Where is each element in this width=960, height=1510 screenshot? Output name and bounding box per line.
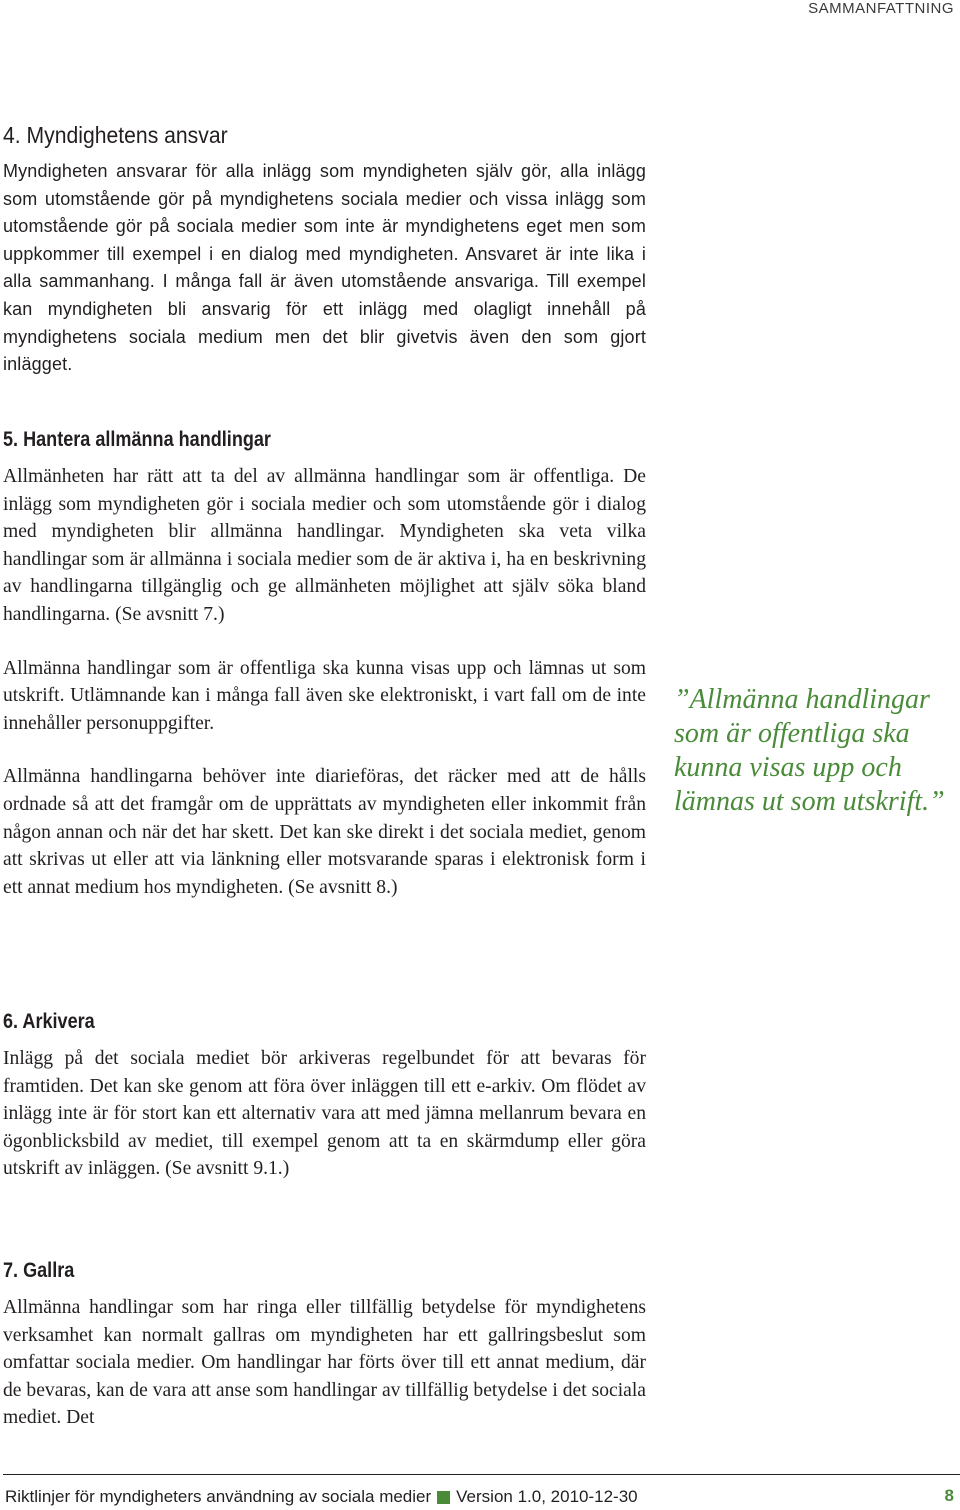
pull-quote-line: kunna visas upp och <box>674 752 902 783</box>
footer-divider <box>3 1474 960 1475</box>
page-number: 8 <box>944 1486 954 1505</box>
pull-quote <box>674 683 960 819</box>
section-heading: 7. Gallra <box>3 1259 75 1282</box>
footer <box>5 1487 638 1507</box>
section-heading: 4. Myndighetens ansvar <box>3 122 228 148</box>
green-square-icon <box>437 1491 450 1504</box>
section-heading: 5. Hantera allmänna handlingar <box>3 428 271 451</box>
section-paragraph: Inlägg på det sociala mediet bör arkiveras regelbundet för att bevaras för framtiden. Det kan ske genom att föra över inläggen till ett e-arkiv. Om flödet av inlägg inte är för stort kan ett alternativ vara att med jämna mellanrum bevara en ögonblicksbild av mediet, till exempel genom att ta en skärmdump eller göra utskrift av inläggen. (Se avsnitt 9.1.) <box>3 1048 646 1180</box>
pull-quote-line: som är offentliga ska <box>674 718 910 749</box>
section-myndighetens-ansvar <box>3 120 646 399</box>
section-hantera-allmanna-handlingar <box>3 425 646 921</box>
section-paragraph: Allmänna handlingar som har ringa eller tillfällig betydelse för myndighetens verksamhet kan normalt gallras om myndigheten har ett gallringsbeslut som omfattar sociala medier. Om handlingar har förts över till ett annat medium, där de bevaras, kan de vara att anse som handlingar av tillfällig betydelse i det sociala mediet. Det <box>3 1297 646 1429</box>
pull-quote-line: lämnas ut som utskrift.” <box>674 786 945 817</box>
section-arkivera <box>3 1007 646 1203</box>
section-paragraph: Allmänheten har rätt att ta del av allmänna handlingar som är offentliga. De inlägg som myndigheten gör i sociala medier och som utomstående gör i dialog med myndigheten blir allmänna handlingar. Myndigheten ska veta vilka handlingar som är allmänna i sociala medier som de är aktiva i, ha en beskrivning av handlingarna tillgänglig och ge allmänheten möjlighet att själv söka bland handlingarna. (Se avsnitt 7.) <box>3 466 646 625</box>
section-paragraph: Allmänna handlingar som är offentliga ska kunna visas upp och lämnas ut som utskrift. Utlämnande kan i många fall även ske elektroniskt, i vart fall om de inte innehåller personuppgifter. <box>3 657 646 734</box>
section-paragraph: Allmänna handlingarna behöver inte diarieföras, det räcker med att de hålls ordnade så att det framgår om de upprättats av myndigheten eller inkommit från någon annan och när det har skett. Det kan ske direkt i det sociala mediet, genom att skrivas ut eller att via länkning eller motsvarande sparas i elektronisk form i ett annat medium hos myndigheten. (Se avsnitt 8.) <box>3 766 646 898</box>
section-paragraph: Myndigheten ansvarar för alla inlägg som myndigheten själv gör, alla inlägg som utomstående gör på myndighetens sociala medier och vissa inlägg som utomstående gör på sociala medier som inte är myndighetens eget men som uppkommer till exempel i en dialog med myndigheten. Ansvaret är inte lika i alla sammanhang. I många fall är även utomstående ansvariga. Till exempel kan myndigheten bli ansvarig för ett inlägg med olagligt innehåll på myndighetens sociala medium men det blir givetvis även den som gjort inlägget. <box>3 161 646 375</box>
pull-quote-line: ”Allmänna handlingar <box>674 684 930 715</box>
running-header: SAMMANFATTNING <box>808 0 954 17</box>
section-heading: 6. Arkivera <box>3 1010 95 1033</box>
footer-version: Version 1.0, 2010-12-30 <box>456 1487 638 1506</box>
section-gallra <box>3 1256 646 1452</box>
footer-title: Riktlinjer för myndigheters användning av sociala medier <box>5 1487 432 1506</box>
